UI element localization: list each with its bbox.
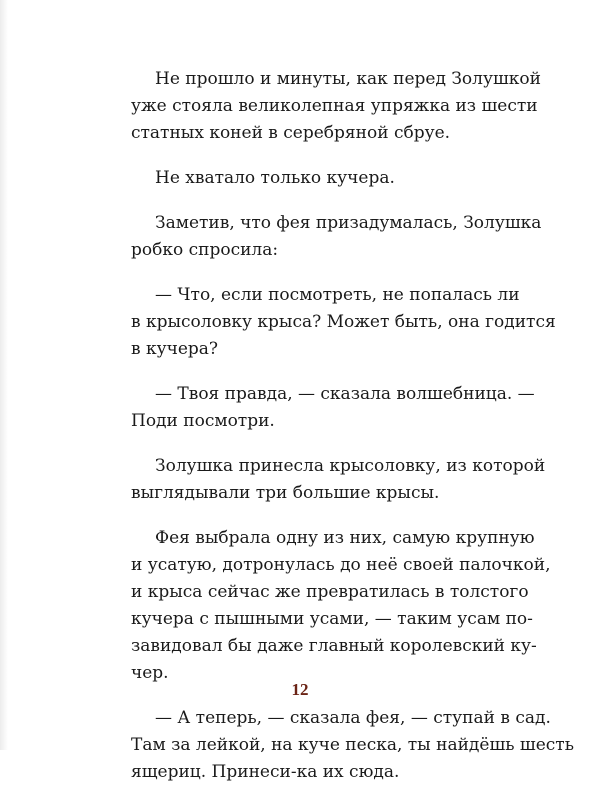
text-line: чер. <box>131 663 169 683</box>
text-line: в крысоловку крыса? Может быть, она годится <box>131 312 556 332</box>
text-line: в кучера? <box>131 339 219 359</box>
paragraph-3 <box>131 210 542 264</box>
text-line: кучера с пышными усами, — таким усам по- <box>131 609 533 629</box>
text-line: выглядывали три большие крысы. <box>131 483 440 503</box>
text-line: Заметив, что фея призадумалась, Золушка <box>155 213 542 233</box>
text-line: Поди посмотри. <box>131 411 275 431</box>
text-line: статных коней в серебряной сбруе. <box>131 123 451 143</box>
text-line: Не хватало только кучера. <box>155 168 395 188</box>
text-line: Фея выбрала одну из них, самую крупную <box>155 528 535 548</box>
text-line: — Что, если посмотреть, не попалась ли <box>155 285 520 305</box>
page-number: 12 <box>291 680 309 699</box>
text-line: и крыса сейчас же превратилась в толстого <box>131 582 529 602</box>
text-line: завидовал бы даже главный королевский ку- <box>131 636 537 656</box>
text-line: робко спросила: <box>131 240 279 260</box>
paragraph-4 <box>131 282 556 363</box>
paragraph-6 <box>131 453 546 507</box>
paragraph-8 <box>131 705 574 786</box>
paragraph-7 <box>131 525 551 687</box>
text-line: и усатую, дотронулась до неё своей палочкой, <box>131 555 551 575</box>
text-line: ящериц. Принеси-ка их сюда. <box>131 762 400 782</box>
paragraph-5 <box>131 381 535 435</box>
text-line: Золушка принесла крысоловку, из которой <box>155 456 546 476</box>
text-line: Там за лейкой, на куче песка, ты найдёшь шесть <box>131 735 574 755</box>
text-line: — Твоя правда, — сказала волшебница. — <box>155 384 535 404</box>
text-line: Не прошло и минуты, как перед Золушкой <box>155 69 541 89</box>
text-line: — А теперь, — сказала фея, — ступай в сад. <box>155 708 551 728</box>
text-line: уже стояла великолепная упряжка из шести <box>131 96 538 116</box>
paragraph-1 <box>131 66 541 147</box>
paragraph-2 <box>131 165 503 192</box>
page-edge-shadow <box>0 0 8 750</box>
